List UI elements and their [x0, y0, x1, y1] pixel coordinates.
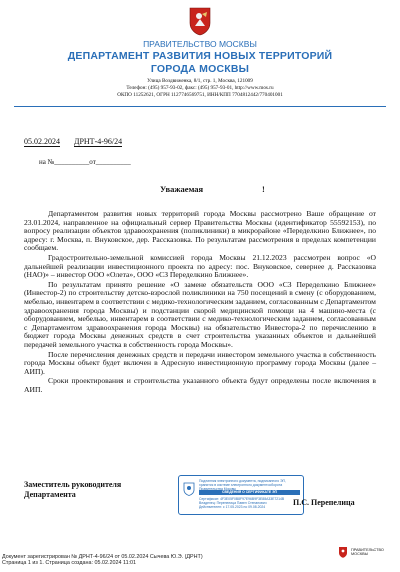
greeting-exclamation: !	[262, 184, 265, 194]
stamp-owner: Владелец: Перепелица Павел Степанович	[199, 501, 267, 506]
footer-org-line2: МОСКВЫ	[351, 552, 368, 557]
registration-block	[24, 137, 122, 146]
stamp-validity: Действителен: с 17.05.2023 по 09.08.2024	[199, 505, 266, 510]
org-address: Улица Воздвиженка, 8/1, стр. 1, Москва, 121009	[147, 78, 253, 84]
body-paragraph-3: По результатам принято решение «О замене обязательств ООО «СЗ Переделкино Ближнее» (Инвестор-2) по строительству детско-взрослой поликлиники на 750 посещений в смену (с оборудованием, мебелью, инвентарем в соответствии с медико-технологическим заданием, согласованным с Департаментом здравоохранения города Москвы) и подстанции скорой медицинской помощи на 4 машино-места (с оборудованием, мебелью, инвентарем в соответствии с медико-технологическим заданием, согласованным с Департаментом здравоохранения города Москвы) на обязательство Инвестора-2 по перечислению в бюджет города Москвы денежных средств в счет строительства указанных объектов и дальнейшей передачей земельного участка в собственность города Москвы».	[24, 279, 376, 349]
footer-org-name	[351, 548, 384, 557]
footer-registration-line: Документ зарегистрирован № ДРНТ-4-96/24 от 05.02.2024 Сычева Ю.Э. (ДРНТ)	[2, 554, 203, 560]
org-codes: ОКПО 11252621, ОГРН 1127746569751, ИНН/КПП 7704812442/770401001	[117, 92, 283, 98]
body-paragraph-2: Градостроительно-земельной комиссией города Москвы 21.12.2023 рассмотрен вопрос «О дальнейшей реализации инвестиционного проекта по адресу: пос. Внуковское, севернее д. Рассказовка (НАО)» – инвестор ООО «Олета», ООО «СЗ Переделкино Ближнее».	[24, 252, 376, 280]
stamp-band: СВЕДЕНИЯ О СЕРТИФИКАТЕ ЭП	[199, 490, 300, 495]
stamp-certificate: Сертификат: 4F3E05F0B8F97E96B9F3E88A33E7214B	[199, 497, 285, 501]
registration-footer	[2, 554, 203, 567]
org-department-name-line2: ГОРОДА МОСКВЫ	[150, 63, 250, 75]
footer-org-line1: ПРАВИТЕЛЬСТВО	[351, 548, 384, 552]
registration-date: 05.02.2024	[24, 137, 60, 146]
body-paragraph-5: Сроки проектирования и строительства указанного объекта будут определены после включения в АИП.	[24, 376, 376, 394]
footer-page-line: Страница 1 из 1. Страница создана: 05.02.2024 11:01	[2, 560, 137, 567]
body-paragraph-4: После перечисления денежных средств и передачи инвестором земельного участка в собственность города Москвы объект будет включен в Адресную инвестиционную программу города Москвы (далее – АИП).	[24, 349, 376, 376]
signatory-position	[24, 480, 121, 499]
letter-body	[24, 210, 376, 395]
signatory-position-line2: Департамента	[24, 489, 76, 499]
moscow-coat-of-arms-icon	[338, 546, 348, 558]
org-government-name: ПРАВИТЕЛЬСТВО МОСКВЫ	[143, 39, 257, 49]
org-department-name-line1: ДЕПАРТАМЕНТ РАЗВИТИЯ НОВЫХ ТЕРРИТОРИЙ	[67, 50, 333, 62]
registration-number: ДРНТ-4-96/24	[74, 137, 123, 146]
greeting: Уважаемая	[160, 184, 204, 194]
header-divider	[14, 106, 386, 107]
reference-line: на №__________от__________	[39, 158, 131, 166]
moscow-coat-of-arms-icon	[188, 6, 212, 36]
stamp-details	[199, 497, 300, 510]
signatory-name: П.С. Перепелица	[293, 498, 355, 507]
electronic-signature-stamp	[178, 475, 304, 515]
signatory-position-line1: Заместитель руководителя	[24, 480, 122, 489]
stamp-title: Подлинник электронного документа, подписанного ЭП, хранится в системе электронного документооборота	[199, 479, 286, 488]
org-contacts: Телефон: (495) 957-93-02, факс: (495) 957-93-01, http://www.mos.ru	[126, 85, 274, 91]
body-paragraph-1: Департаментом развития новых территорий города Москвы рассмотрено Ваше обращение от 23.01.2024, направленное на официальный сервер Правительства Москвы (идентификатор 55592153), по вопросу реализации объектов здравоохранения (поликлиники) в микрорайоне «Переделкино Ближнее», по адресу: г. Москва, п. Внуковское, дер. Рассказовка. По результатам рассмотрения в пределах компетенции сообщаем.	[24, 209, 376, 253]
coat-of-arms-seal-icon	[183, 482, 195, 496]
